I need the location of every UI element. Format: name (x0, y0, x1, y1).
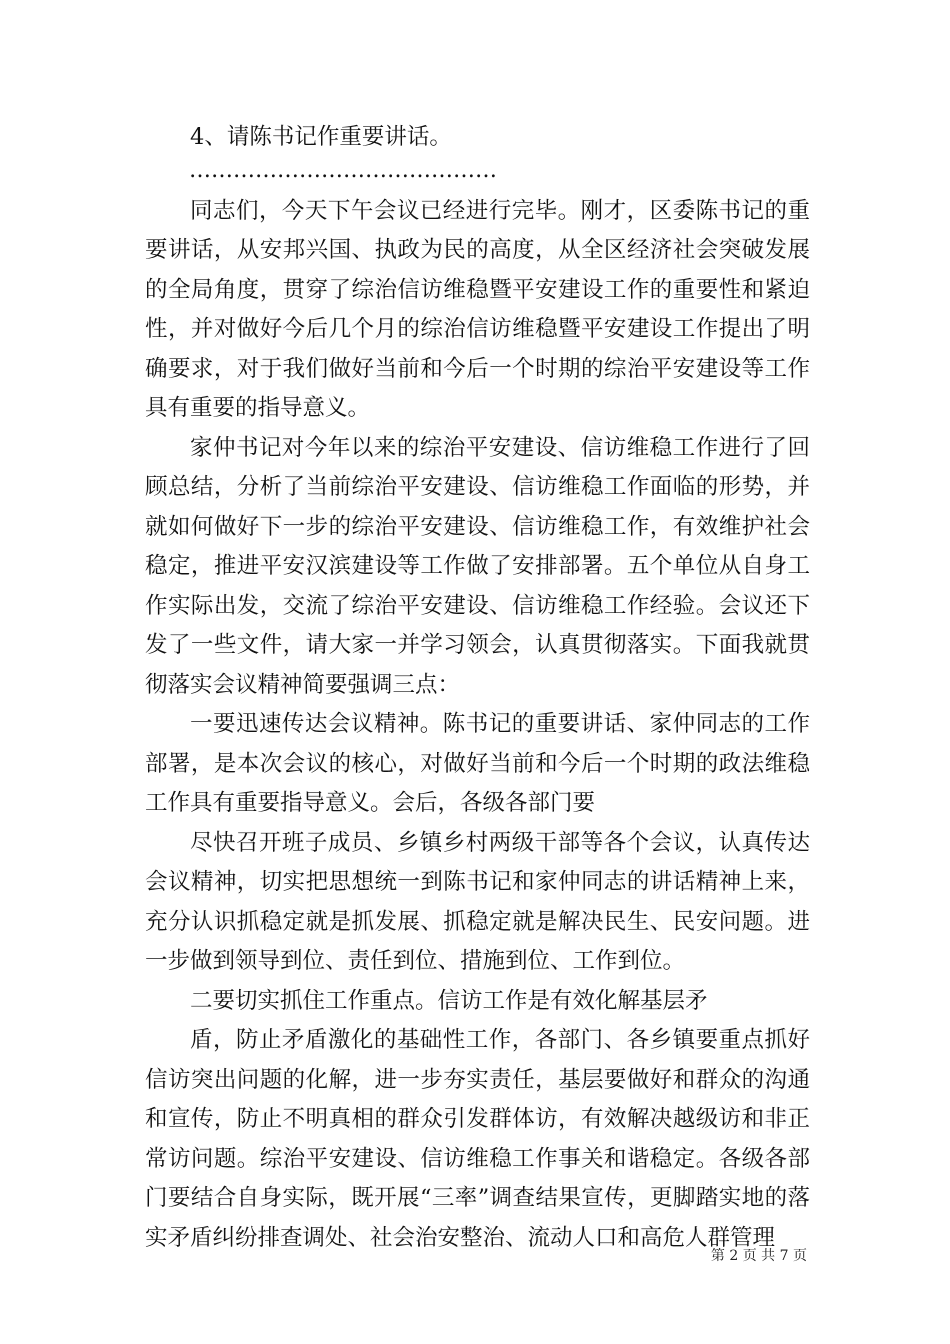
page-number: 第 2 页 共 7 页 (710, 1248, 807, 1264)
paragraph-point-one: 一要迅速传达会议精神。陈书记的重要讲话、家仲同志的工作部署，是本次会议的核心，对做好当前和今后一个时期的政法维稳工作具有重要指导意义。会后，各级各部门要 (145, 711, 810, 816)
paragraph-point-two-continued: 盾，防止矛盾激化的基础性工作，各部门、各乡镇要重点抓好信访突出问题的化解，进一步夯实责任，基层要做好和群众的沟通和宣传，防止不明真相的群众引发群体访，有效解决越级访和非正常访问题。综治平安建设、信访维稳工作事关和谐稳定。各级各部门要结合自身实际，既开展“三率”调查结果宣传，更脚踏实地的落实矛盾纠纷排查调处、社会治安整治、流动人口和高危人群管理 (145, 1027, 810, 1251)
paragraph-review-summary: 家仲书记对今年以来的综治平安建设、信访维稳工作进行了回顾总结，分析了当前综治平安建设、信访维稳工作面临的形势，并就如何做好下一步的综治平安建设、信访维稳工作，有效维护社会稳定，推进平安汉滨建设等工作做了安排部署。五个单位从自身工作实际出发，交流了综治平安建设、信访维稳工作经验。会议还下发了一些文件，请大家一并学习领会，认真贯彻落实。下面我就贯彻落实会议精神简要强调三点： (145, 434, 810, 698)
paragraph-point-two: 二要切实抓住工作重点。信访工作是有效化解基层矛 (190, 987, 708, 1014)
document-body (145, 118, 810, 1258)
paragraph-point-one-continued: 尽快召开班子成员、乡镇乡村两级干部等各个会议，认真传达会议精神，切实把思想统一到陈书记和家仲同志的讲话精神上来，充分认识抓稳定就是抓发展、抓稳定就是解决民生、民安问题。进一步做到领导到位、责任到位、措施到位、工作到位。 (145, 829, 810, 974)
paragraph-closing-remarks: 同志们，今天下午会议已经进行完毕。刚才，区委陈书记的重要讲话，从安邦兴国、执政为民的高度，从全区经济社会突破发展的全局角度，贯穿了综治信访维稳暨平安建设工作的重要性和紧迫性，并对做好今后几个月的综治信访维稳暨平安建设工作提出了明确要求，对于我们做好当前和今后一个时期的综治平安建设等工作具有重要的指导意义。 (145, 197, 810, 421)
ellipsis-separator: …………………………………… (189, 157, 497, 183)
paragraph-item-4: 4、请陈书记作重要讲话。 (190, 124, 452, 150)
